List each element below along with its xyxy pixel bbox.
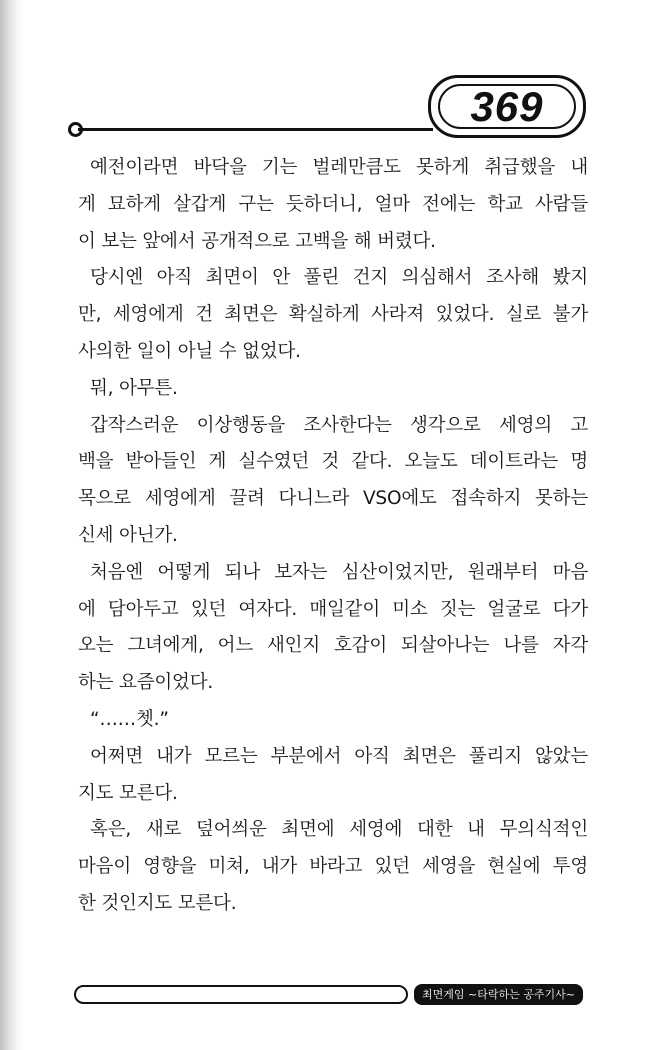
page-number-badge — [428, 75, 586, 138]
header-rule — [78, 128, 433, 131]
text-line: 당시엔 아직 최면이 안 풀린 건지 의심해서 조사해 봤지 — [90, 267, 588, 289]
page-number: 369 — [470, 83, 544, 130]
text-line: 혹은, 새로 덮어씌운 최면에 세영에 대한 내 무의식적인 — [90, 819, 588, 841]
text-line: 갑작스러운 이상행동을 조사한다는 생각으로 세영의 고 — [90, 414, 588, 436]
text-line: 목으로 세영에게 끌려 다니느라 VSO에도 접속하지 못하는 — [78, 488, 588, 510]
text-line: 게 묘하게 살갑게 구는 듯하더니, 얼마 전에는 학교 사람들 — [78, 193, 588, 215]
text-line: 지도 모른다. — [78, 782, 178, 804]
text-line: 하는 요즘이었다. — [78, 672, 214, 694]
text-line: 에 담아두고 있던 여자다. 매일같이 미소 짓는 얼굴로 다가 — [78, 598, 588, 620]
text-line: 뭐, 아무튼. — [90, 377, 178, 399]
text-line: 오는 그녀에게, 어느 새인지 호감이 되살아나는 나를 자각 — [78, 635, 588, 657]
text-line: 신세 아닌가. — [78, 524, 178, 546]
text-line: “……쳇.” — [90, 708, 169, 730]
text-line: 백을 받아들인 게 실수였던 것 같다. 오늘도 데이트라는 명 — [78, 451, 588, 473]
footer-rule-box — [74, 985, 408, 1004]
text-line: 어쩌면 내가 모르는 부분에서 아직 최면은 풀리지 않았는 — [90, 745, 588, 767]
text-line: 이 보는 앞에서 공개적으로 고백을 해 버렸다. — [78, 230, 436, 252]
text-line: 사의한 일이 아닐 수 없었다. — [78, 340, 301, 362]
page-gutter-shadow — [0, 0, 24, 1050]
text-line: 처음엔 어떻게 되나 보자는 심산이었지만, 원래부터 마음 — [90, 561, 588, 583]
body-text — [78, 150, 588, 923]
text-line: 마음이 영향을 미쳐, 내가 바라고 있던 세영을 현실에 투영 — [78, 856, 588, 878]
text-line: 한 것인지도 모른다. — [78, 892, 237, 914]
footer-book-title: 최면게임 ~타락하는 공주기사~ — [414, 984, 583, 1005]
text-line: 만, 세영에게 건 최면은 확실하게 사라져 있었다. 실로 불가 — [78, 304, 588, 326]
text-line: 예전이라면 바닥을 기는 벌레만큼도 못하게 취급했을 내 — [90, 157, 588, 178]
